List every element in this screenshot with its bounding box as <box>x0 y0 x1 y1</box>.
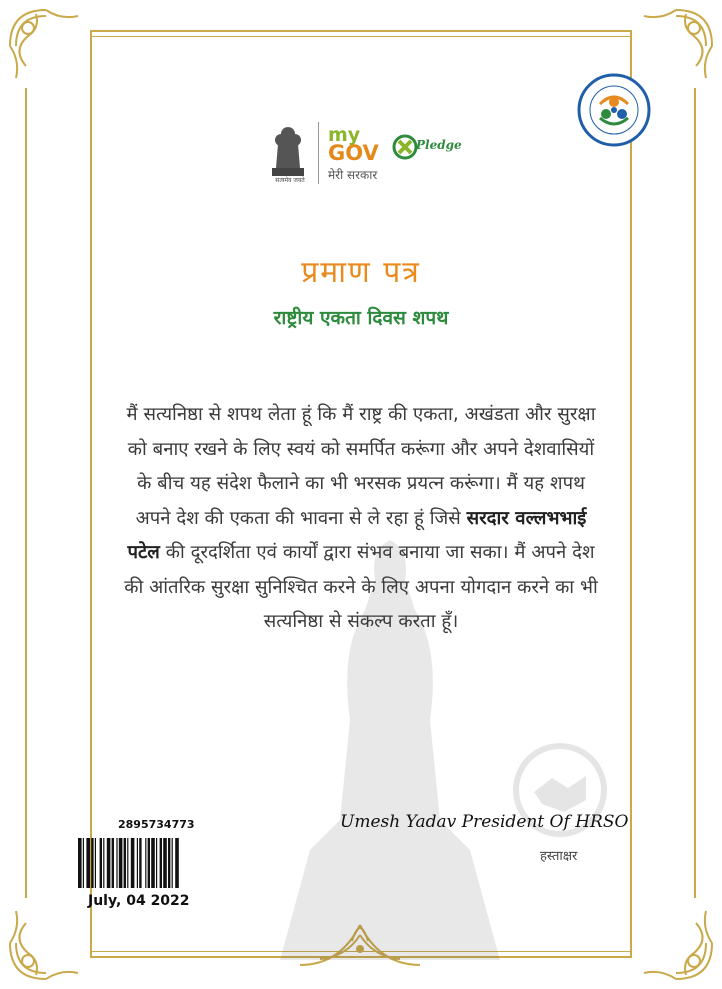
ebsb-logo <box>576 72 652 148</box>
certificate-date: July, 04 2022 <box>88 893 190 909</box>
certificate-title: प्रमाण पत्र <box>301 255 421 290</box>
pledge-text-part-1: मैं सत्यनिष्ठा से शपथ लेता हूं कि मैं राष्ट्र की एकता, अखंडता और सुरक्षा को बनाए रखने के लिए स्वयं को समर्पित करूंगा और अपने देशवासियों के बीच यह संदेश फैलाने का भी भरसक प्रयत्न करूंगा। मैं यह शपथ अपने देश की एकता की भावना से ले रहा हूं जिसे <box>126 404 596 529</box>
header-logos <box>266 118 486 190</box>
signature-label: हस्ताक्षर <box>540 849 578 864</box>
mygov-logo-my: my <box>328 124 361 146</box>
mygov-logo-gov: GOV <box>328 141 379 165</box>
corner-ornament-bottom-left <box>6 903 86 983</box>
border-line-right <box>694 88 696 898</box>
pledge-text <box>120 398 602 640</box>
national-emblem-icon <box>266 122 310 184</box>
certificate-subtitle: राष्ट्रीय एकता दिवस शपथ <box>273 307 449 329</box>
pledge-text-part-2: की दूरदर्शिता एवं कार्यों द्वारा संभव बनाया जा सका। मैं अपने देश की आंतरिक सुरक्षा सुनिश्चित करने के लिए अपना योगदान करने का भी सत्यनिष्ठा से संकल्प करता हूँ। <box>124 542 598 632</box>
corner-ornament-top-left <box>6 6 86 86</box>
pledge-text-highlight: सरदार वल्लभभाई पटेल <box>127 507 587 563</box>
mygov-logo-hindi: मेरी सरकार <box>328 168 378 182</box>
pledge-x-icon <box>392 134 418 160</box>
serial-number: 2895734773 <box>118 818 195 831</box>
border-line-top <box>90 36 632 37</box>
border-line-left <box>25 88 27 898</box>
logo-divider <box>318 122 319 184</box>
emblem-caption: सत्यमेव जयते <box>275 177 305 184</box>
signature: Umesh Yadav President Of HRSO <box>340 812 629 832</box>
corner-ornament-bottom-right <box>636 903 716 983</box>
pledge-label: Pledge <box>416 138 462 152</box>
barcode <box>78 838 260 888</box>
